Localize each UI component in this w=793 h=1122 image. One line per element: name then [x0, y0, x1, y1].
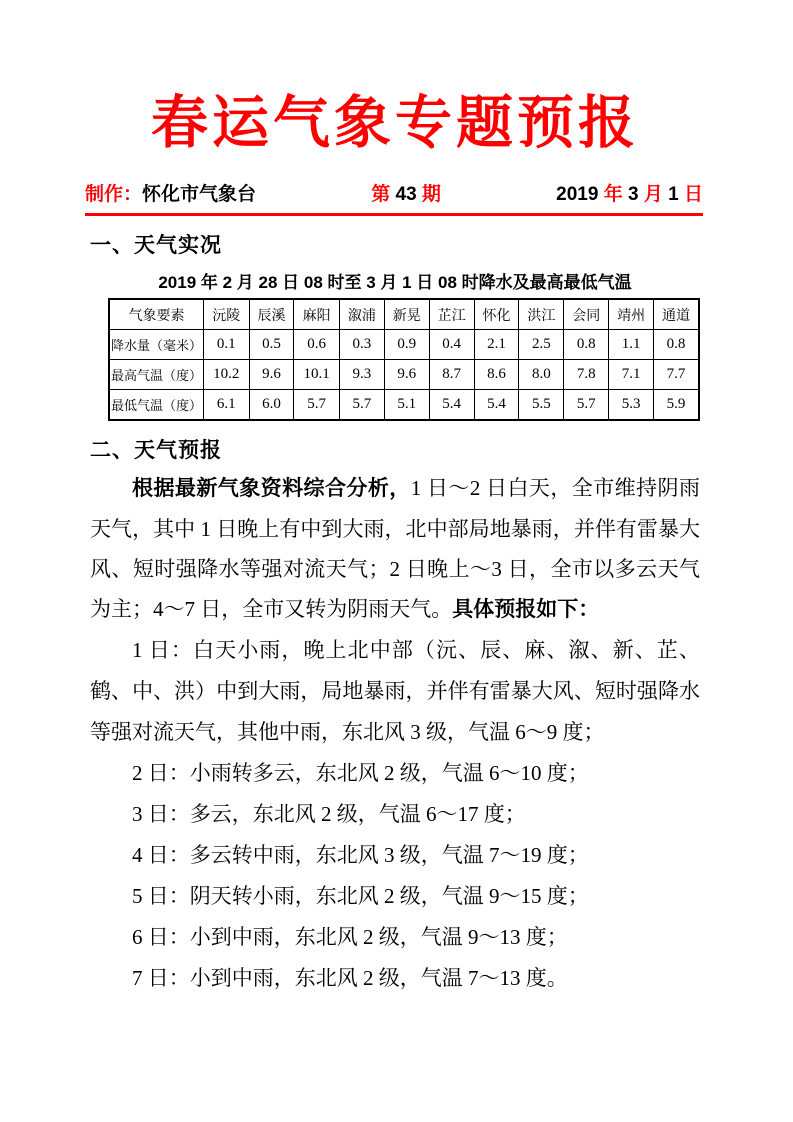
date-year: 2019: [556, 184, 604, 206]
table-row-precipitation: [109, 330, 699, 360]
data-cell: 0.6: [294, 330, 340, 360]
data-cell: 8.0: [519, 360, 564, 390]
data-cell: 1.1: [609, 330, 654, 360]
header-cell-city: 溆浦: [339, 299, 384, 330]
data-cell: 7.8: [564, 360, 609, 390]
daily-forecast-day5: 5 日：阴天转小雨，东北风 2 级，气温 9～15 度；: [132, 884, 589, 909]
row-label: 最高气温（度）: [109, 360, 204, 390]
header-cell-city: 通道: [654, 299, 699, 330]
header-cell-city: 辰溪: [249, 299, 294, 330]
table-row-min-temp: [109, 390, 699, 421]
data-cell: 0.8: [654, 330, 699, 360]
table-row-max-temp: [109, 360, 699, 390]
data-cell: 9.6: [384, 360, 429, 390]
data-cell: 5.4: [474, 390, 519, 421]
issue-number: 43: [395, 184, 417, 206]
header-cell-city: 怀化: [474, 299, 519, 330]
daily-forecast-day7: 7 日：小到中雨，东北风 2 级，气温 7～13 度。: [132, 966, 568, 991]
data-cell: 0.4: [429, 330, 474, 360]
header-cell-city: 芷江: [429, 299, 474, 330]
data-cell: 8.6: [474, 360, 519, 390]
data-cell: 5.4: [429, 390, 474, 421]
daily-forecast-day3: 3 日：多云，东北风 2 级，气温 6～17 度；: [132, 802, 526, 827]
issue-prefix: 第: [371, 184, 396, 206]
data-cell: 5.3: [609, 390, 654, 421]
section-2-heading: 二、天气预报: [90, 439, 222, 463]
issue-suffix: 期: [416, 184, 441, 206]
header-cell-element: 气象要素: [109, 299, 204, 330]
data-cell: 5.5: [519, 390, 564, 421]
data-cell: 0.3: [339, 330, 384, 360]
header-cell-city: 新晃: [384, 299, 429, 330]
data-cell: 10.2: [204, 360, 250, 390]
masthead: [85, 179, 703, 213]
data-cell: 6.1: [204, 390, 250, 421]
red-divider-line: [85, 213, 703, 216]
summary-tail-bold: 具体预报如下：: [452, 598, 600, 622]
date-day-unit: 日: [683, 184, 703, 206]
data-cell: 7.1: [609, 360, 654, 390]
data-cell: 0.9: [384, 330, 429, 360]
table-title: 2019 年 2 月 28 日 08 时至 3 月 1 日 08 时降水及最高最低气温: [158, 273, 632, 293]
issue-number-group: [371, 179, 441, 206]
daily-forecast-day4: 4 日：多云转中雨，东北风 3 级，气温 7～19 度；: [132, 843, 589, 868]
data-cell: 0.5: [249, 330, 294, 360]
date-month: 3: [627, 184, 644, 206]
daily-forecast-day2: 2 日：小雨转多云，东北风 2 级，气温 6～10 度；: [132, 761, 589, 786]
data-cell: 7.7: [654, 360, 699, 390]
data-cell: 0.1: [204, 330, 250, 360]
row-label: 最低气温（度）: [109, 390, 204, 421]
data-cell: 5.9: [654, 390, 699, 421]
data-cell: 2.5: [519, 330, 564, 360]
data-cell: 5.1: [384, 390, 429, 421]
table-header-row: [109, 299, 699, 330]
data-cell: 9.3: [339, 360, 384, 390]
section-1-heading: 一、天气实况: [90, 234, 222, 258]
header-cell-city: 靖州: [609, 299, 654, 330]
date-day: 1: [668, 184, 684, 206]
data-cell: 0.8: [564, 330, 609, 360]
date-month-unit: 月: [643, 184, 669, 206]
daily-forecast-day6: 6 日：小到中雨，东北风 2 级，气温 9～13 度；: [132, 925, 568, 950]
header-cell-city: 洪江: [519, 299, 564, 330]
producer-value: 怀化市气象台: [142, 184, 257, 206]
summary-body-text: 1 日～2 日白天，全市维持阴雨天气，其中 1 日晚上有中到大雨，北中部局地暴雨，并伴有雷暴大风、短时强降水等强对流天气；2 日晚上～3 日，全市以多云天气为主；4～7 日，全市又转为阴雨天气。: [90, 476, 700, 622]
page-title: 春运气象专题预报: [151, 92, 639, 155]
data-cell: 9.6: [249, 360, 294, 390]
data-cell: 5.7: [294, 390, 340, 421]
data-cell: 5.7: [564, 390, 609, 421]
data-cell: 8.7: [429, 360, 474, 390]
data-cell: 5.7: [339, 390, 384, 421]
daily-forecast-day1: 1 日：白天小雨，晚上北中部（沅、辰、麻、溆、新、芷、鹤、中、洪）中到大雨，局地暴雨，并伴有雷暴大风、短时强降水等强对流天气，其他中雨，东北风 3 级，气温 6～9 度；: [90, 638, 700, 745]
data-cell: 6.0: [249, 390, 294, 421]
data-cell: 10.1: [294, 360, 340, 390]
weather-observation-table: [108, 298, 700, 421]
producer: [85, 179, 256, 206]
header-cell-city: 沅陵: [204, 299, 250, 330]
header-cell-city: 麻阳: [294, 299, 340, 330]
row-label: 降水量（毫米）: [109, 330, 204, 360]
header-cell-city: 会同: [564, 299, 609, 330]
summary-lead-bold: 根据最新气象资料综合分析，: [132, 477, 411, 501]
issue-date: [556, 179, 703, 206]
date-year-unit: 年: [603, 184, 628, 206]
forecast-summary-paragraph: [90, 468, 700, 630]
producer-label: 制作：: [85, 184, 143, 206]
data-cell: 2.1: [474, 330, 519, 360]
